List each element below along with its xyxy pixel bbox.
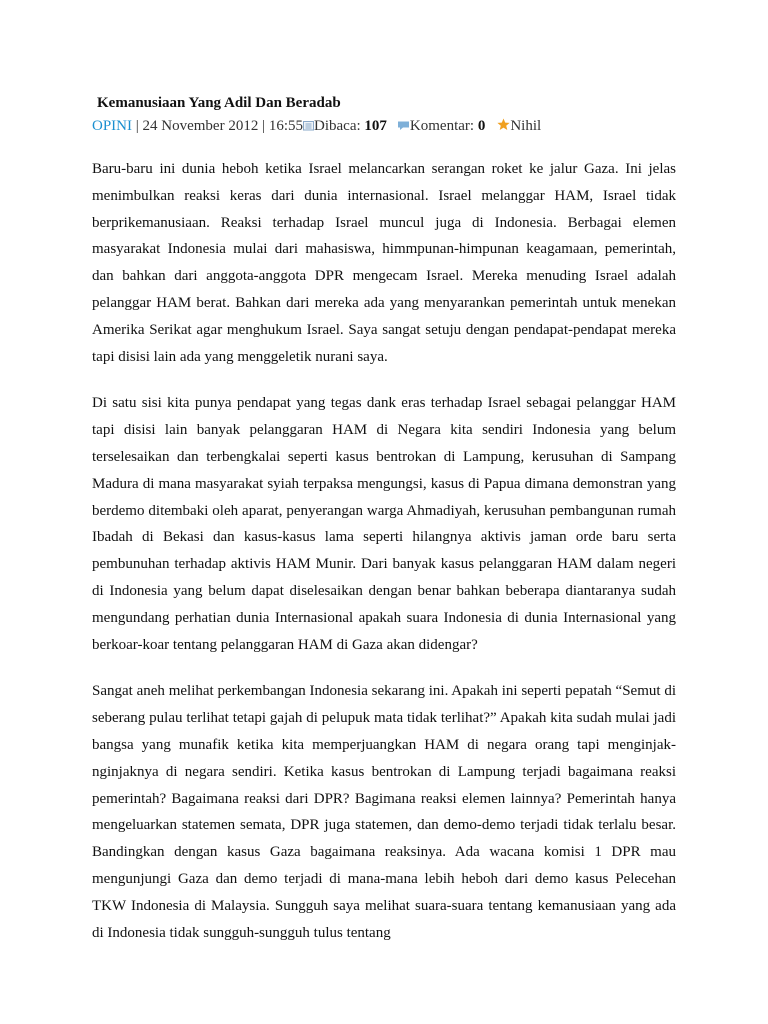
rating-label: Nihil xyxy=(510,118,542,134)
article-paragraph: Sangat aneh melihat perkembangan Indonesia sekarang ini. Apakah ini seperti pepatah “Semut di seberang pulau terlihat tetapi gajah di pelupuk mata tidak terlihat?” Apakah kita sudah mulai jadi bangsa yang munafik ketika kita memperjuangkan HAM di negara orang tapi menginjak-nginjaknya di negara sendiri. Ketika kasus bentrokan di Lampung terjadi bagaimana reaksi pemerintah? Bagaimana reaksi dari DPR? Bagimana reaksi elemen lainnya? Pemerintah hanya mengeluarkan statemen semata, DPR juga statemen, dan demo-demo terjadi tidak terlalu besar. Bandingkan dengan kasus Gaza bagaimana reaksinya. Ada wacana komisi 1 DPR mau mengunjungi Gaza dan demo terjadi di mana-mana lebih heboh dari demo kasus Pelecehan TKW Indonesia di Malaysia. Sungguh saya melihat suara-suara tentang kemanusiaan yang ada di Indonesia tidak sungguh-sungguh tulus tentang xyxy=(92,683,676,941)
comments-label: Komentar: xyxy=(409,118,478,134)
views-icon xyxy=(303,117,314,137)
meta-separator: | xyxy=(132,118,143,134)
comment-icon xyxy=(397,117,410,137)
article-title: Kemanusiaan Yang Adil Dan Beradab xyxy=(97,95,341,111)
post-time: 16:55 xyxy=(268,118,304,134)
article-paragraph: Baru-baru ini dunia heboh ketika Israel melancarkan serangan roket ke jalur Gaza. Ini jelas menimbulkan reaksi keras dari dunia internasional. Israel melanggar HAM, Israel tidak berprikemanusiaan. Reaksi terhadap Israel muncul juga di Indonesia. Berbagai elemen masyarakat Indonesia mulai dari mahasiswa, himmpunan-himpunan keagamaan, pemerintah, dan bahkan dari anggota-anggota DPR mengecam Israel. Mereka menuding Israel adalah pelanggar HAM berat. Bahkan dari mereka ada yang menyarankan pemerintah untuk menekan Amerika Serikat agar menghukum Israel. Saya sangat setuju dengan pendapat-pendapat mereka tapi disisi lain ada yang menggeletik nurani saya. xyxy=(92,161,676,365)
article-paragraph: Di satu sisi kita punya pendapat yang tegas dank eras terhadap Israel sebagai pelanggar HAM tapi disisi lain banyak pelanggaran HAM di Negara kita sendiri Indonesia yang belum terselesaikan dan terbengkalai seperti kasus bentrokan di Lampung, kerusuhan di Sampang Madura di mana masyarakat syiah terpaksa mengungsi, kasus di Papua dimana demonstran yang berdemo ditembaki oleh aparat, penyerangan warga Ahmadiyah, kerusuhan pembangunan rumah Ibadah di Bekasi dan kasus-kasus lama seperti hilangnya aktivis jaman orde baru serta pembunuhan terhadap aktivis HAM Munir. Dari banyak kasus pelanggaran HAM dalam negeri di Indonesia yang belum dapat diselesaikan dengan benar bahkan beberapa diantaranya sudah mengundang perhatian dunia Internasional apakah suara Indonesia di dunia Internasional yang berkoar-koar tentang pelanggaran HAM di Gaza akan didengar? xyxy=(92,395,676,653)
star-icon xyxy=(497,117,510,137)
post-date: 24 November 2012 xyxy=(142,118,259,134)
article-meta xyxy=(92,116,676,137)
category-link[interactable]: OPINI xyxy=(92,118,132,134)
views-label: Dibaca: xyxy=(314,118,365,134)
views-count: 107 xyxy=(364,118,387,134)
comments-count: 0 xyxy=(477,118,486,134)
meta-separator: | xyxy=(258,118,269,134)
article-body xyxy=(92,156,676,946)
